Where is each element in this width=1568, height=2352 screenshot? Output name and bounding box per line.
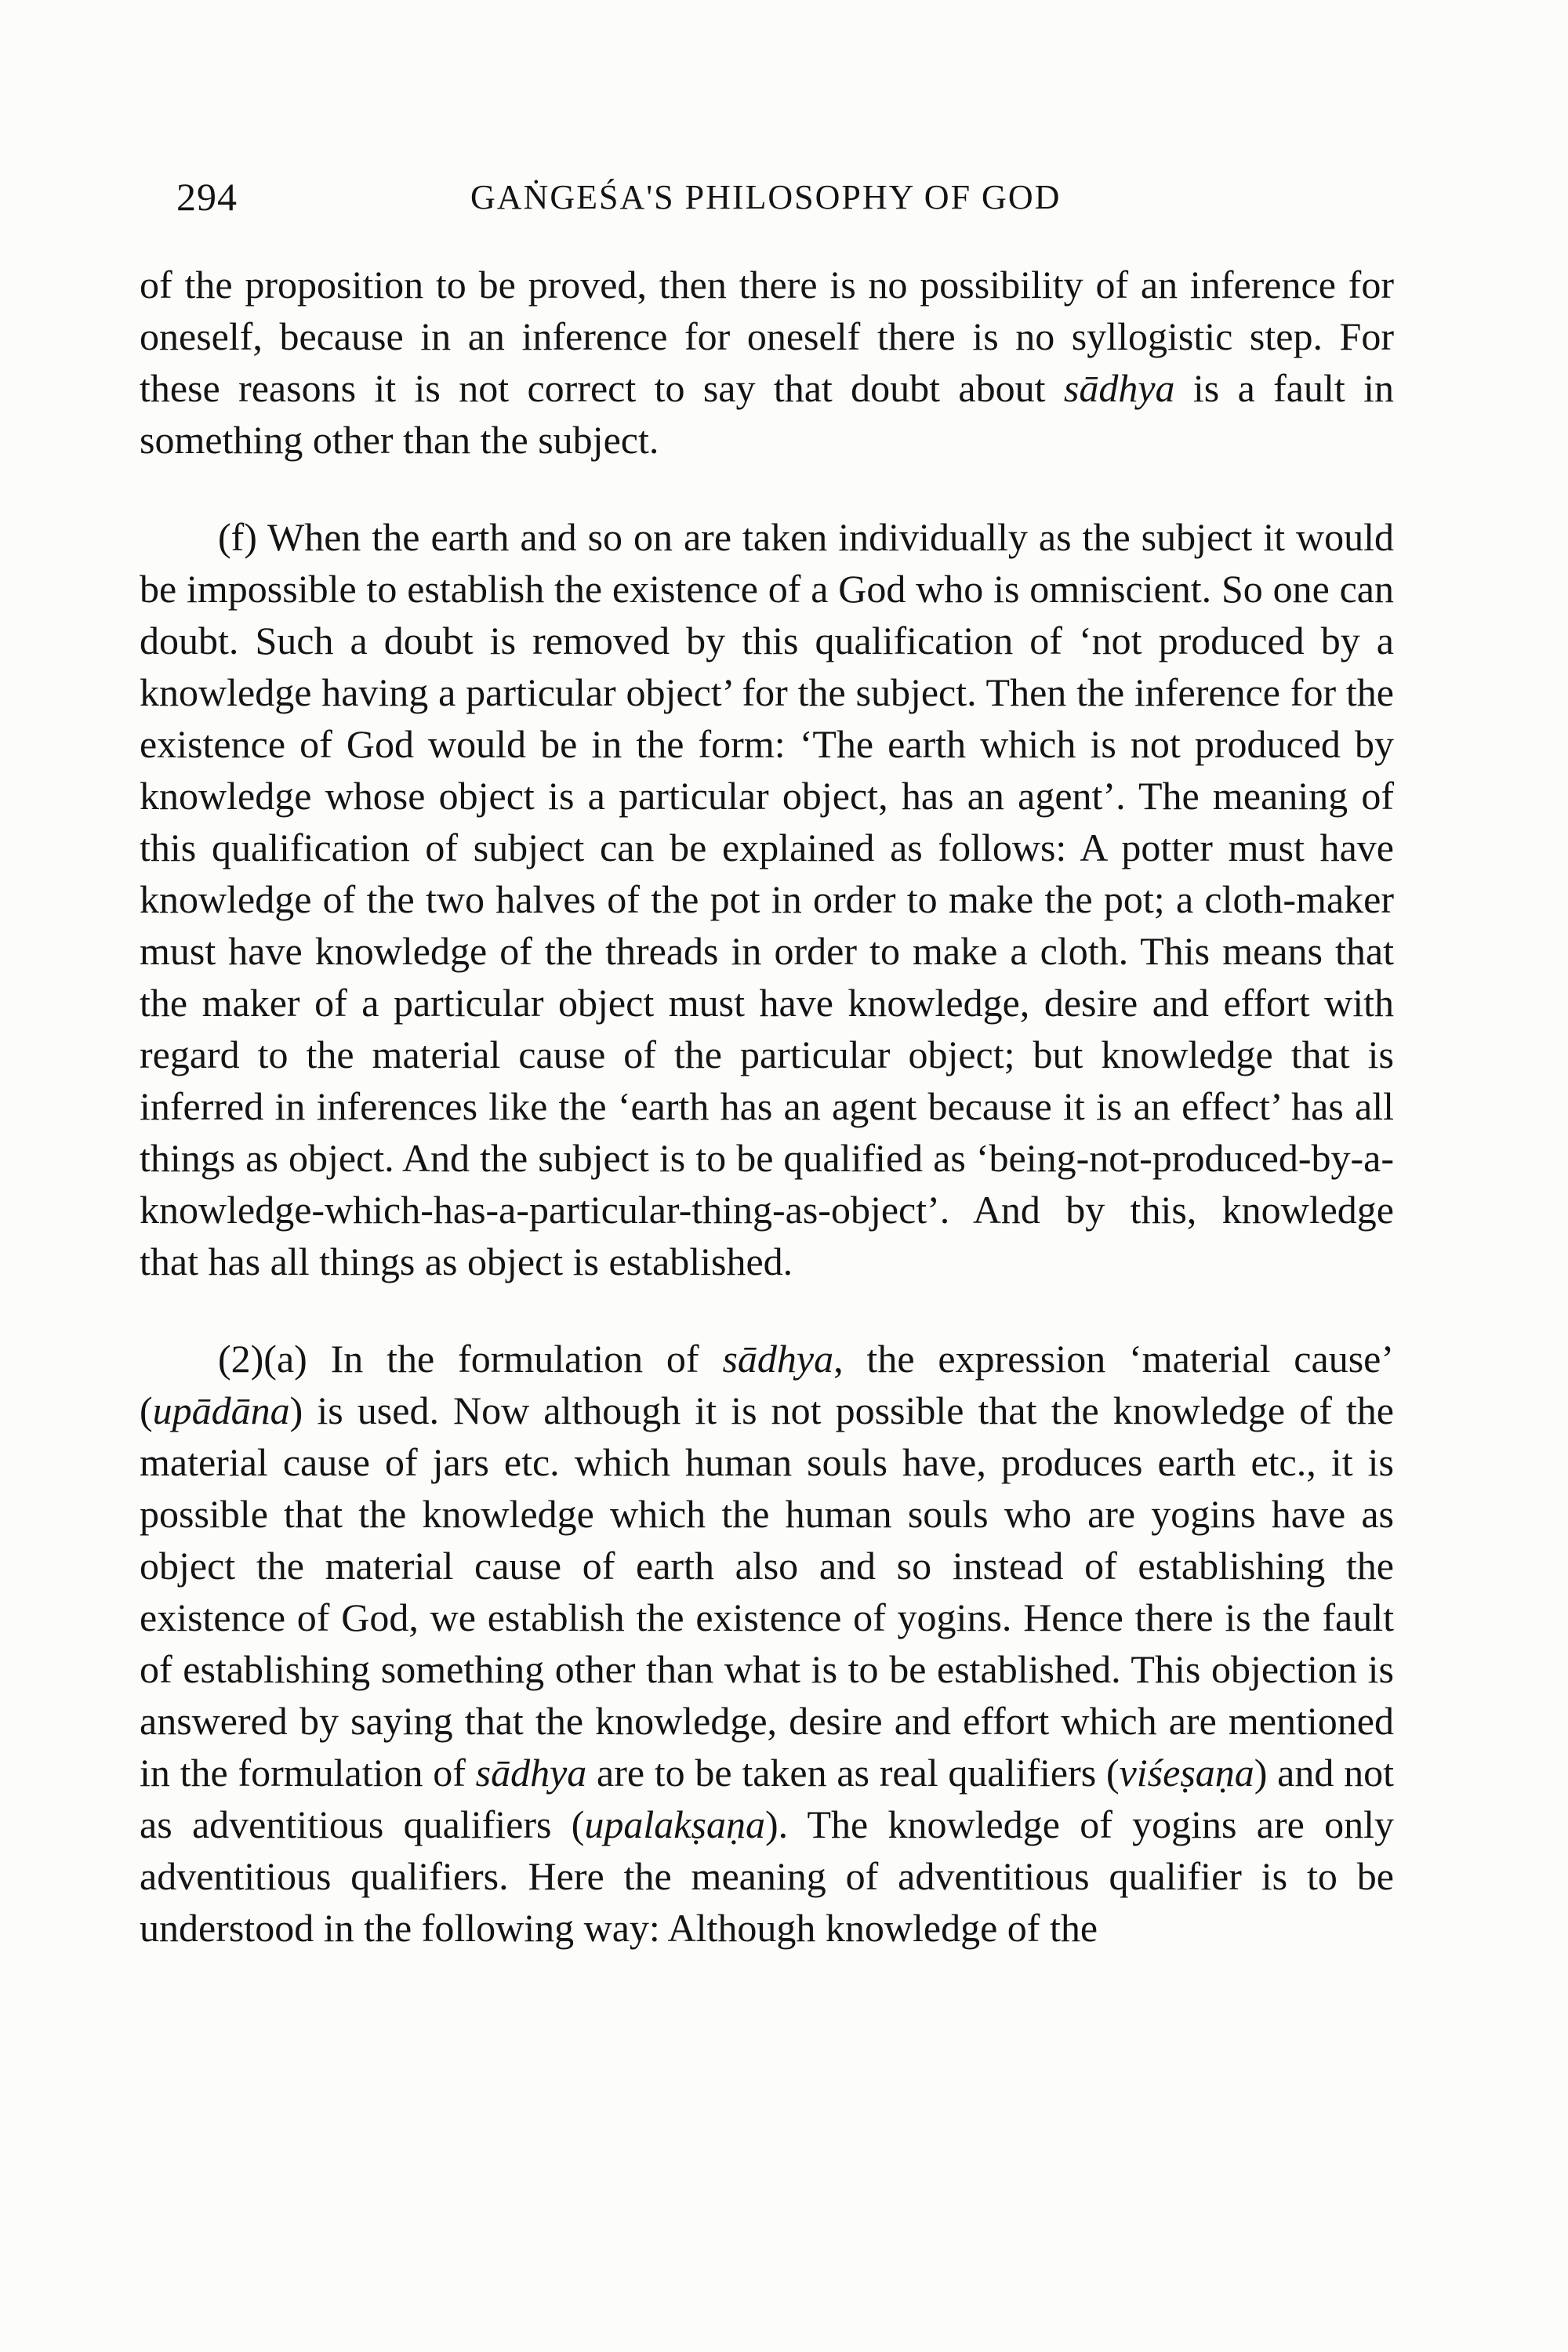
page-number: 294	[176, 175, 238, 219]
italic-term: sādhya	[1063, 366, 1175, 410]
text-run: ) is used. Now although it is not possible that the knowledge of the material cause of jars etc. which human souls have, produces earth etc., it is possible that the knowledge which the human souls who are yogins have as object the material cause of earth also and so instead of establishing the existence of God, we establish the existence of yogins. Hence there is the fault of establishing something other than what is to be established. This objection is answered by saying that the knowledge, desire and effort which are mentioned in the formulation of	[140, 1388, 1394, 1795]
italic-term: sādhya	[722, 1337, 834, 1381]
italic-term: upalakṣaṇa	[584, 1802, 765, 1846]
text-run: (f) When the earth and so on are taken individually as the subject it would be impossible to establish the existence of a God who is omniscient. So one can doubt. Such a doubt is removed by this qualification of ‘not produced by a knowledge having a particular object’ for the subject. Then the inference for the existence of God would be in the form: ‘The earth which is not produced by knowledge whose object is a particular object, has an agent’. The meaning of this qualification of subject can be explained as follows: A potter must have knowledge of the two halves of the pot in order to make the pot; a cloth-maker must have knowledge of the threads in order to make a cloth. This means that the maker of a particular object must have knowledge, desire and effort with regard to the material cause of the particular object; but knowledge that is inferred in inferences like the ‘earth has an agent because it is an effect’ has all things as object. And the subject is to be qualified as ‘being-not-produced-by-a-knowledge-which-has-a-particular-thing-as-object’. And by this, knowledge that has all things as object is established.	[140, 515, 1394, 1283]
body-text	[140, 259, 1394, 1954]
running-title: GAṄGEŚA'S PHILOSOPHY OF GOD	[470, 178, 1062, 216]
text-run: ). The knowledge of yogins are only adventitious qualifiers. Here the meaning of adventitious qualifier is to be understood in the following way: Although knowledge of the	[140, 1802, 1394, 1950]
text-run: is a fault in something other than the subject.	[140, 366, 1394, 462]
italic-term: viśeṣaṇa	[1119, 1751, 1254, 1795]
paragraph-f	[140, 511, 1394, 1287]
paragraph-continuation	[140, 259, 1394, 466]
text-run: (2)(a) In the formulation of	[218, 1337, 723, 1381]
text-run: are to be taken as real qualifiers (	[586, 1751, 1120, 1795]
text-run: ) and not as adventitious qualifiers (	[140, 1751, 1394, 1846]
text-run: , the expression ‘material cause’ (	[140, 1337, 1394, 1432]
paragraph-2a	[140, 1333, 1394, 1954]
italic-term: sādhya	[475, 1751, 587, 1795]
running-head	[176, 174, 1388, 221]
italic-term: upādāna	[152, 1388, 290, 1432]
text-run: of the proposition to be proved, then there is no possibility of an inference for oneself, because in an inference for oneself there is no syllogistic step. For these reasons it is not correct to say that doubt about	[140, 263, 1394, 410]
